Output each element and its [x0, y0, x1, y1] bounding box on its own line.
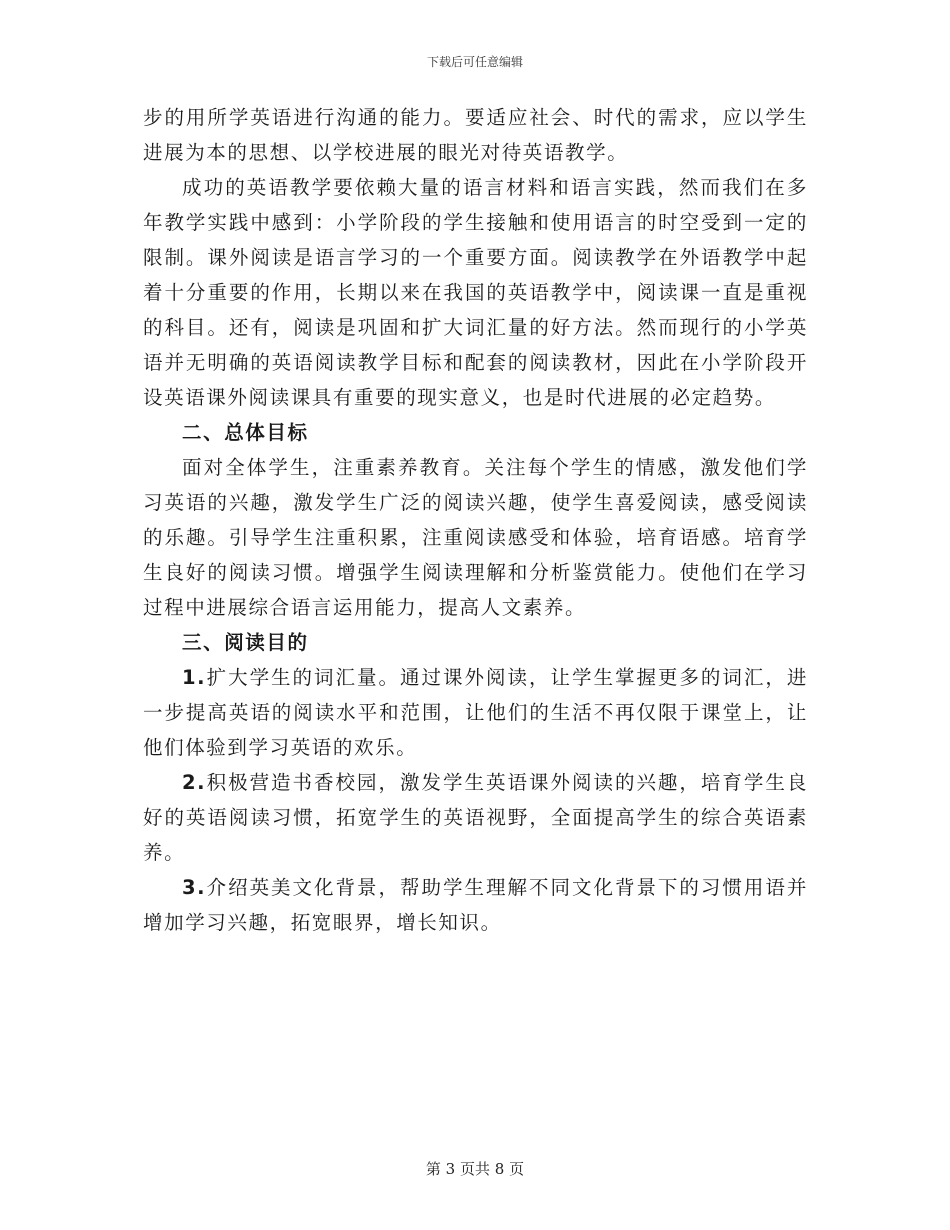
list-item	[143, 660, 808, 765]
paragraph-overall-goals: 面对全体学生，注重素养教育。关注每个学生的情感，激发他们学习英语的兴趣，激发学生广泛的阅读兴趣，使学生喜爱阅读，感受阅读的乐趣。引导学生注重积累，注重阅读感受和体验，培育语感。培育学生良好的阅读习惯。增强学生阅读理解和分析鉴赏能力。使他们在学习过程中进展综合语言运用能力，提高人文素养。	[143, 456, 808, 619]
section-heading-overall-goals: 二、总体目标	[182, 421, 309, 444]
paragraph-background: 成功的英语教学要依赖大量的语言材料和语言实践，然而我们在多年教学实践中感到：小学阶段的学生接触和使用语言的时空受到一定的限制。课外阅读是语言学习的一个重要方面。阅读教学在外语教学中起着十分重要的作用，长期以来在我国的英语教学中，阅读课一直是重视的科目。还有，阅读是巩固和扩大词汇量的好方法。然而现行的小学英语并无明确的英语阅读教学目标和配套的阅读教材，因此在小学阶段开设英语课外阅读课具有重要的现实意义，也是时代进展的必定趋势。	[143, 176, 808, 409]
page-header: 下载后可任意编辑	[426, 55, 523, 69]
list-item-text: 积极营造书香校园，激发学生英语课外阅读的兴趣，培育学生良好的英语阅读习惯，拓宽学生的英语视野，全面提高学生的综合英语素养。	[143, 771, 808, 864]
list-item-text: 介绍英美文化背景，帮助学生理解不同文化背景下的习惯用语并增加学习兴趣，拓宽眼界，增长知识。	[143, 876, 808, 934]
list-item-text: 扩大学生的词汇量。通过课外阅读，让学生掌握更多的词汇，进一步提高英语的阅读水平和范围，让他们的生活不再仅限于课堂上，让他们体验到学习英语的欢乐。	[143, 666, 808, 759]
page-footer: 第 3 页共 8 页	[425, 1160, 525, 1178]
list-item	[143, 870, 808, 940]
section-heading-reading-purpose: 三、阅读目的	[182, 631, 309, 654]
document-body	[143, 100, 808, 940]
list-item-number: 2.	[182, 771, 207, 794]
paragraph-continuation: 步的用所学英语进行沟通的能力。要适应社会、时代的需求，应以学生进展为本的思想、以学校进展的眼光对待英语教学。	[143, 106, 808, 164]
list-item-number: 1.	[182, 666, 207, 689]
list-item	[143, 765, 808, 870]
list-item-number: 3.	[182, 876, 207, 899]
